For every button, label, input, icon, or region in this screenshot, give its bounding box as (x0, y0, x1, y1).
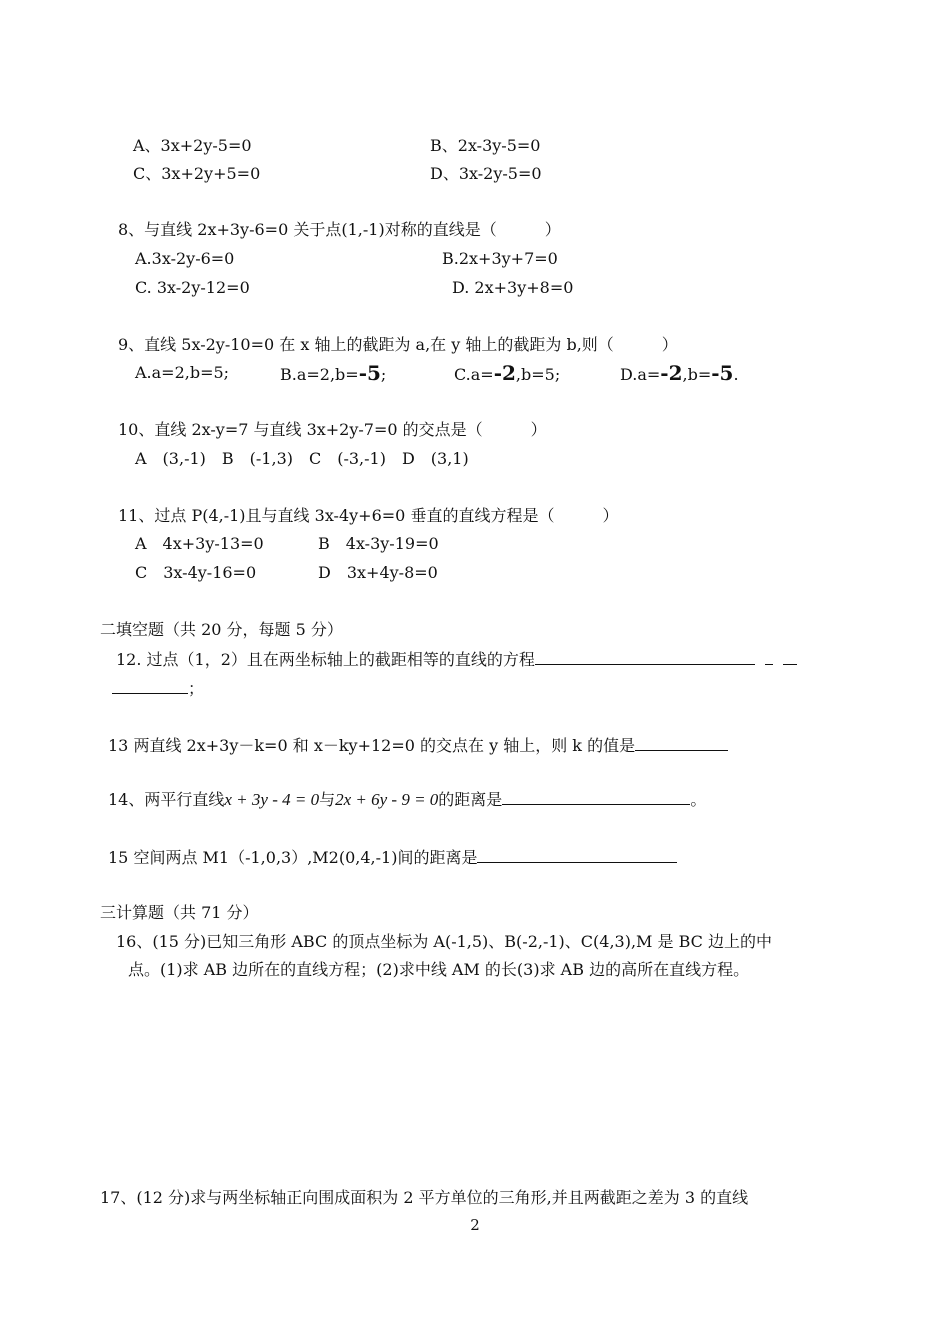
q14: 14、两平行直线x + 3y - 4 = 0与2x + 6y - 9 = 0的距离是 。 (108, 790, 707, 809)
q12-line2: ； (112, 677, 204, 699)
q15-answer-blank[interactable] (477, 846, 677, 863)
q10-options: A (3,-1) B (-1,3) C (-3,-1) D (3,1) (135, 449, 469, 468)
q16-line2: 点。(1)求 AB 边所在的直线方程；(2)求中线 AM 的长(3)求 AB 边的高所在直线方程。 (128, 960, 750, 979)
q8-option-a: A.3x-2y-6=0 (135, 249, 235, 268)
q12-answer-blank-d[interactable] (112, 677, 188, 694)
q12-answer-blank-a[interactable] (535, 648, 755, 665)
q7-option-c: C、3x+2y+5=0 (133, 164, 261, 183)
q14-answer-blank[interactable] (502, 788, 690, 805)
q8-option-c: C. 3x-2y-12=0 (135, 278, 250, 297)
q7-option-b: B、2x-3y-5=0 (430, 136, 541, 155)
q16-line1: 16、(15 分)已知三角形 ABC 的顶点坐标为 A(-1,5)、B(-2,-1)、C(4,3),M 是 BC 边上的中 (116, 932, 772, 951)
q12-answer-blank-b[interactable] (765, 648, 773, 665)
q10-stem: 10、直线 2x-y=7 与直线 3x+2y-7=0 的交点是（ ） (118, 420, 547, 439)
q9-option-b: B.a=2,b=-5; (280, 361, 387, 385)
q14-equation-1: x + 3y - 4 = 0 (224, 790, 320, 809)
q9-stem: 9、直线 5x-2y-10=0 在 x 轴上的截距为 a,在 y 轴上的截距为 b,则（ ） (118, 335, 678, 354)
q11-option-b: B 4x-3y-19=0 (318, 534, 439, 553)
section-calculation-title: 三计算题（共 71 分） (100, 903, 259, 922)
q8-stem: 8、与直线 2x+3y-6=0 关于点(1,-1)对称的直线是（ ） (118, 220, 561, 239)
q7-option-a: A、3x+2y-5=0 (133, 136, 252, 155)
q9-option-d: D.a=-2,b=-5. (620, 361, 739, 385)
q11-option-a: A 4x+3y-13=0 (135, 534, 264, 553)
q13-answer-blank[interactable] (635, 734, 728, 751)
q9-option-c: C.a=-2,b=5; (454, 361, 561, 385)
q11-option-d: D 3x+4y-8=0 (318, 563, 438, 582)
q12-line1: 12. 过点（1，2）且在两坐标轴上的截距相等的直线的方程 (116, 648, 797, 670)
q15: 15 空间两点 M1（-1,0,3）,M2(0,4,-1)间的距离是 (108, 846, 677, 868)
q14-equation-2: 2x + 6y - 9 = 0 (335, 790, 439, 809)
q11-option-c: C 3x-4y-16=0 (135, 563, 257, 582)
q17-line1: 17、(12 分)求与两坐标轴正向围成面积为 2 平方单位的三角形,并且两截距之差为 3 的直线 (100, 1188, 749, 1207)
q9-option-a: A.a=2,b=5; (135, 363, 230, 382)
page-number: 2 (470, 1216, 480, 1234)
section-fill-blank-title: 二填空题（共 20 分，每题 5 分） (100, 620, 343, 639)
q13: 13 两直线 2x+3y－k=0 和 x－ky+12=0 的交点在 y 轴上，则 k 的值是 (108, 734, 728, 756)
q12-answer-blank-c[interactable] (783, 648, 797, 665)
q7-option-d: D、3x-2y-5=0 (430, 164, 542, 183)
q11-stem: 11、过点 P(4,-1)且与直线 3x-4y+6=0 垂直的直线方程是（ ） (118, 506, 619, 525)
q8-option-b: B.2x+3y+7=0 (442, 249, 558, 268)
q8-option-d: D. 2x+3y+8=0 (452, 278, 574, 297)
